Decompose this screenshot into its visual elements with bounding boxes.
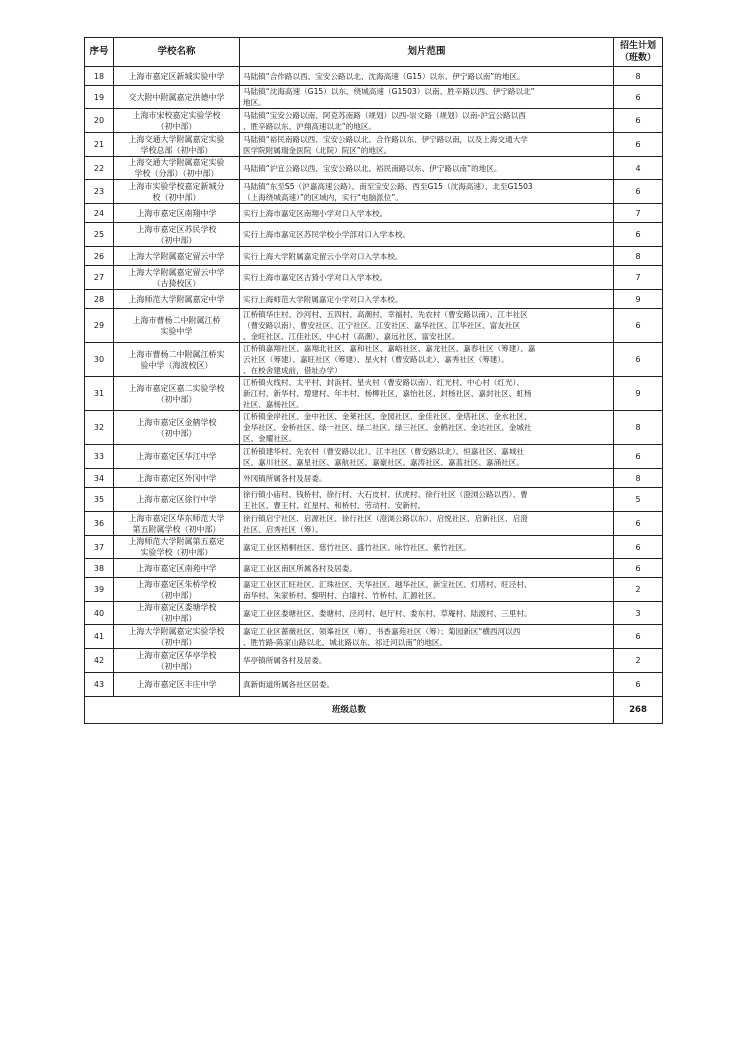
row-school-name (114, 673, 240, 697)
enrollment-table (84, 37, 663, 724)
table-row (85, 247, 663, 266)
row-seq-text: 32 (93, 423, 105, 432)
row-school-name-text: 上海市嘉定区嘉二实验学校 （初中部） (128, 383, 225, 404)
row-plan-text: 8 (635, 473, 641, 483)
row-area (240, 204, 614, 223)
row-area-text: 马陆镇“裕民南路以西、宝安公路以北、合作路以东、伊宁路以南，以及上海交通大学 医学院附属瑞金医院（北院）院区”的地区。 (243, 134, 528, 155)
row-plan (614, 290, 663, 309)
table-row (85, 204, 663, 223)
row-plan-text: 6 (635, 321, 641, 330)
row-school-name (114, 625, 240, 649)
row-area (240, 578, 614, 602)
row-area (240, 469, 614, 488)
table-row (85, 649, 663, 673)
row-plan (614, 133, 663, 157)
row-seq-text: 35 (93, 495, 105, 504)
row-area-text: 外冈镇所属各村及居委。 (243, 473, 327, 483)
row-area (240, 512, 614, 536)
table-row (85, 67, 663, 86)
row-seq-text: 27 (93, 273, 105, 282)
row-plan-text: 6 (635, 563, 641, 573)
row-seq-text: 19 (93, 92, 105, 102)
row-seq-text: 38 (93, 563, 105, 573)
row-area-text: 江桥镇华庄村、沙河村、五四村、高潮村、幸福村、先农村（曹安路以南）、江丰社区 （曹安路以南）、曹安社区、江宁社区、江安社区、嘉华社区、江华社区、富友社区 、金旺社区、江佳社区、中心村（高潮）、嘉远社区、富安社区。 (243, 310, 528, 341)
row-school-name-text: 交大附中附属嘉定洪德中学 (128, 92, 225, 102)
row-plan (614, 180, 663, 204)
row-plan (614, 266, 663, 290)
row-seq (85, 290, 114, 309)
row-area (240, 290, 614, 309)
row-school-name-text: 上海市嘉定区华江中学 (136, 452, 217, 461)
table-row (85, 377, 663, 411)
row-seq (85, 180, 114, 204)
row-plan (614, 488, 663, 512)
row-area (240, 109, 614, 133)
row-plan-text: 2 (635, 585, 641, 594)
row-plan (614, 673, 663, 697)
row-school-name-text: 上海市嘉定区苏民学校 （初中部） (136, 224, 217, 245)
row-plan (614, 625, 663, 649)
row-school-name-text: 上海市嘉定区新城实验中学 (128, 71, 225, 81)
row-seq (85, 445, 114, 469)
row-area-text: 实行上海市嘉定区苏民学校小学部对口入学本校。 (243, 230, 411, 239)
row-area (240, 180, 614, 204)
row-seq (85, 625, 114, 649)
row-seq (85, 247, 114, 266)
row-school-name-text: 上海市嘉定区外冈中学 (136, 473, 217, 483)
row-area (240, 559, 614, 578)
row-plan-text: 8 (635, 71, 641, 81)
row-plan (614, 512, 663, 536)
row-plan (614, 411, 663, 445)
row-plan-text: 9 (635, 389, 641, 398)
table-row (85, 157, 663, 180)
document-page (84, 37, 662, 724)
row-plan-text: 6 (635, 116, 641, 125)
row-seq-text: 43 (93, 680, 105, 689)
table-row (85, 445, 663, 469)
row-area-text: 嘉定工业区梧桐社区、慈竹社区、盛竹社区、咏竹社区、紫竹社区。 (243, 542, 471, 552)
row-area (240, 649, 614, 673)
row-school-name (114, 578, 240, 602)
row-plan-text: 6 (635, 632, 641, 641)
row-school-name-text: 上海市宋校嘉定实验学校 （初中部） (132, 110, 221, 131)
row-area-text: 实行上海大学附属嘉定留云小学对口入学本校。 (243, 251, 403, 261)
row-area-text: 马陆镇“东至S5（沪嘉高速公路）、南至宝安公路、西至G15（沈海高速）、北至G1503 （上海绕城高速）”的区域内，实行“电脑派位”。 (243, 181, 533, 202)
row-school-name-text: 上海师范大学附属第五嘉定 实验学校（初中部） (128, 537, 225, 557)
header-seq: 序号 (85, 38, 114, 67)
row-area (240, 67, 614, 86)
header-area: 划片范围 (240, 38, 614, 67)
row-seq (85, 67, 114, 86)
table-row (85, 266, 663, 290)
row-seq (85, 343, 114, 377)
table-row (85, 536, 663, 559)
row-school-name (114, 512, 240, 536)
row-plan-text: 6 (635, 230, 641, 239)
row-seq-text: 21 (93, 140, 105, 149)
row-school-name (114, 180, 240, 204)
row-school-name-text: 上海大学附属嘉定留云中学 (128, 251, 225, 261)
row-seq (85, 673, 114, 697)
row-seq (85, 266, 114, 290)
row-seq-text: 20 (93, 116, 105, 125)
row-seq-text: 33 (93, 452, 105, 461)
row-plan-text: 7 (635, 208, 641, 218)
row-seq-text: 40 (93, 608, 105, 618)
table-row (85, 290, 663, 309)
row-plan (614, 157, 663, 180)
row-seq-text: 22 (93, 163, 105, 173)
row-school-name (114, 602, 240, 625)
table-row (85, 309, 663, 343)
table-row (85, 469, 663, 488)
row-plan-text: 6 (635, 542, 641, 552)
row-school-name (114, 247, 240, 266)
row-school-name (114, 488, 240, 512)
row-area-text: 实行上海市嘉定区南翔小学对口入学本校。 (243, 208, 388, 218)
row-area-text: 真新街道所属各社区居委。 (243, 680, 335, 689)
row-area-text: 徐行镇小庙村、钱桥村、徐行村、大石皮村、伏虎村、徐行社区（澄浏公路以西）、曹 王社区、曹王村、红星村、和桥村、劳动村、安新村。 (243, 489, 528, 510)
row-school-name-text: 上海市嘉定区华东师范大学 第五附属学校（初中部） (128, 513, 225, 534)
row-plan (614, 343, 663, 377)
row-seq (85, 559, 114, 578)
row-school-name-text: 上海市曹杨二中附属江桥实 验中学（海波校区） (128, 349, 225, 370)
header-plan-text: 招生计划 （班数） (619, 41, 656, 63)
header-plan (614, 38, 663, 67)
row-plan-text: 6 (635, 355, 641, 364)
total-label: 班级总数 (85, 697, 614, 724)
row-school-name-text: 上海市嘉定区南苑中学 (136, 563, 217, 573)
table-row (85, 625, 663, 649)
row-seq (85, 309, 114, 343)
table-row (85, 602, 663, 625)
row-area-text: 徐行镇启宁社区、启源社区、徐行社区（澄浏公路以东）、启悦社区、启新社区、启澄 社区、启秀社区（筹）。 (243, 513, 528, 534)
row-plan (614, 536, 663, 559)
row-school-name-text: 上海市曹杨二中附属江桥 实验中学 (132, 315, 221, 336)
row-plan-text: 6 (635, 187, 641, 196)
row-area-text: 嘉定工业区蔷薇社区、领峯社区（筹）、书香嘉苑社区（筹）；菊园新区“横西河以西 、胜竹路-陈家山路以北、城北路以东、祁迁河以南”的地区。 (243, 626, 521, 647)
row-plan (614, 247, 663, 266)
row-school-name-text: 上海市嘉定区金鹤学校 （初中部） (136, 417, 217, 438)
row-school-name (114, 109, 240, 133)
row-plan (614, 204, 663, 223)
row-area-text: 马陆镇“沪宜公路以西、宝安公路以北、裕民南路以东、伊宁路以南”的地区。 (243, 163, 502, 173)
row-school-name-text: 上海市嘉定区丰庄中学 (136, 680, 217, 689)
row-school-name-text: 上海大学附属嘉定留云中学 （古猗校区） (128, 267, 225, 288)
row-school-name-text: 上海大学附属嘉定实验学校 （初中部） (128, 626, 225, 647)
row-plan (614, 86, 663, 109)
row-area (240, 602, 614, 625)
row-seq-text: 25 (93, 230, 105, 239)
row-area (240, 86, 614, 109)
row-area-text: 华亭镇所属各村及居委。 (243, 656, 327, 665)
row-seq (85, 578, 114, 602)
row-plan-text: 3 (635, 608, 641, 618)
row-plan (614, 578, 663, 602)
row-area (240, 488, 614, 512)
row-school-name (114, 223, 240, 247)
row-area-text: 嘉定工业区南区所属各村及居委。 (243, 563, 357, 573)
row-seq (85, 512, 114, 536)
table-row (85, 488, 663, 512)
row-seq-text: 30 (93, 355, 105, 364)
row-seq-text: 39 (93, 585, 105, 594)
row-plan (614, 377, 663, 411)
row-plan (614, 309, 663, 343)
row-seq-text: 24 (93, 208, 105, 218)
row-area-text: 嘉定工业区汇旺社区、汇珠社区、天华社区、越华社区、新宝社区、灯塔村、旺泾村、 南华村、朱家桥村、黎明村、白墙村、竹桥村、汇源社区。 (243, 579, 532, 600)
table-row (85, 673, 663, 697)
row-area-text: 马陆镇“宝安公路以南、阿克苏南路（规划）以西-崇文路（规划）以南-沪宜公路以西 、胜辛路以东、沪翔高速以北”的地区。 (243, 110, 526, 131)
table-row (85, 559, 663, 578)
row-seq (85, 204, 114, 223)
row-school-name (114, 204, 240, 223)
row-school-name-text: 上海师范大学附属嘉定中学 (128, 294, 225, 304)
row-plan (614, 109, 663, 133)
table-row (85, 180, 663, 204)
row-seq (85, 223, 114, 247)
row-seq (85, 649, 114, 673)
row-seq-text: 28 (93, 294, 105, 304)
row-school-name (114, 309, 240, 343)
row-area-text: 江桥镇嘉翔社区、嘉翔北社区、嘉和社区、嘉峪社区、嘉龙社区、嘉春社区（筹建）、嘉 云社区（筹建）、嘉旺社区（筹建）、星火村（曹安路以北）、嘉秀社区（筹建）。 、在校舍建成前，借址办学） (243, 344, 536, 375)
row-plan-text: 2 (635, 656, 641, 665)
row-seq (85, 469, 114, 488)
table-row (85, 133, 663, 157)
row-plan-text: 8 (635, 251, 641, 261)
row-seq (85, 602, 114, 625)
table-row (85, 343, 663, 377)
row-school-name (114, 411, 240, 445)
row-seq (85, 157, 114, 180)
row-seq (85, 536, 114, 559)
row-seq-text: 36 (93, 519, 105, 528)
row-plan-text: 6 (635, 92, 641, 102)
row-plan-text: 6 (635, 452, 641, 461)
row-school-name (114, 266, 240, 290)
table-row (85, 223, 663, 247)
row-area-text: 马陆镇“合作路以西、宝安公路以北、沈海高速（G15）以东、伊宁路以南”的地区。 (243, 71, 525, 81)
row-area (240, 445, 614, 469)
row-area-text: 江桥镇金岸社区、金中社区、金莱社区、金园社区、金佳社区、金塔社区、金水社区、 金华社区、金桥社区、绿一社区、绿二社区、绿三社区、金鹤社区、金达社区、金城社 区、金耀社区。 (243, 412, 532, 443)
row-plan-text: 8 (635, 423, 641, 432)
row-area (240, 309, 614, 343)
total-value: 268 (614, 697, 663, 724)
row-seq-text: 41 (93, 632, 105, 641)
row-seq (85, 377, 114, 411)
row-area (240, 673, 614, 697)
row-area (240, 411, 614, 445)
row-school-name-text: 上海市嘉定区华亭学校 （初中部） (136, 650, 217, 671)
row-seq (85, 411, 114, 445)
row-school-name (114, 559, 240, 578)
row-area-text: 嘉定工业区娄塘社区、娄塘村、泾河村、赵厅村、娄东村、草庵村、陆渡村、三里村。 (243, 608, 532, 618)
row-seq-text: 23 (93, 187, 105, 196)
row-area (240, 536, 614, 559)
row-plan-text: 6 (635, 140, 641, 149)
row-seq (85, 133, 114, 157)
row-plan (614, 67, 663, 86)
row-school-name-text: 上海市实验学校嘉定新城分 校（初中部） (128, 181, 225, 202)
row-plan (614, 445, 663, 469)
row-area-text: 江桥镇火线村、太平村、封浜村、星火村（曹安路以南）、红光村、中心村（红光）、 新江村、新华村、增建村、年丰村、杨柳社区、嘉怡社区、封杨社区、嘉封社区、虹杨 社区、嘉杨社区。 (243, 378, 532, 409)
row-school-name (114, 536, 240, 559)
row-school-name-text: 上海市嘉定区娄塘学校 （初中部） (136, 603, 217, 623)
row-school-name (114, 290, 240, 309)
row-seq-text: 37 (93, 542, 105, 552)
row-plan-text: 6 (635, 680, 641, 689)
row-area (240, 266, 614, 290)
row-area (240, 343, 614, 377)
row-seq-text: 18 (93, 71, 105, 81)
table-row (85, 86, 663, 109)
row-plan (614, 469, 663, 488)
table-body (85, 67, 663, 697)
header-school: 学校名称 (114, 38, 240, 67)
row-seq-text: 42 (93, 656, 105, 665)
row-area (240, 625, 614, 649)
row-school-name (114, 67, 240, 86)
row-plan-text: 4 (635, 163, 641, 173)
row-seq-text: 29 (93, 321, 105, 330)
row-plan-text: 7 (635, 273, 641, 282)
row-seq (85, 488, 114, 512)
row-school-name-text: 上海交通大学附属嘉定实验 学校总部（初中部） (128, 134, 225, 155)
row-area-text: 实行上海市嘉定区古猗小学对口入学本校。 (243, 273, 388, 282)
row-plan (614, 559, 663, 578)
row-area (240, 223, 614, 247)
row-plan (614, 602, 663, 625)
row-school-name (114, 86, 240, 109)
row-seq (85, 109, 114, 133)
table-row (85, 109, 663, 133)
row-plan-text: 6 (635, 519, 641, 528)
row-plan (614, 223, 663, 247)
row-area-text: 马陆镇“沈海高速（G15）以东、绕城高速（G1503）以南、胜辛路以西、伊宁路以北” 地区。 (243, 87, 535, 107)
row-school-name-text: 上海市嘉定区南翔中学 (136, 208, 217, 218)
table-header-row (85, 38, 663, 67)
row-seq-text: 26 (93, 251, 105, 261)
row-seq (85, 86, 114, 109)
row-school-name-text: 上海市嘉定区徐行中学 (136, 495, 217, 504)
table-row (85, 578, 663, 602)
row-school-name-text: 上海市嘉定区朱桥学校 （初中部） (136, 579, 217, 600)
row-school-name (114, 445, 240, 469)
row-school-name (114, 133, 240, 157)
row-plan-text: 5 (635, 495, 641, 504)
row-seq-text: 31 (93, 389, 105, 398)
row-school-name (114, 157, 240, 180)
table-row (85, 512, 663, 536)
row-school-name (114, 649, 240, 673)
table-row (85, 411, 663, 445)
row-plan (614, 649, 663, 673)
row-area-text: 江桥镇建华村、先农村（曹安路以北）、江丰社区（曹安路以北）、恒嘉社区、嘉城社 区、嘉川社区、嘉星社区、嘉航社区、嘉豪社区、嘉涛社区、嘉蓝社区、嘉涌社区。 (243, 446, 524, 467)
row-school-name (114, 469, 240, 488)
row-area (240, 247, 614, 266)
row-plan-text: 9 (635, 294, 641, 304)
row-area (240, 377, 614, 411)
row-area-text: 实行上海师范大学附属嘉定小学对口入学本校。 (243, 294, 403, 304)
row-school-name (114, 377, 240, 411)
total-row (85, 697, 663, 724)
row-area (240, 157, 614, 180)
row-seq-text: 34 (93, 473, 105, 483)
row-area (240, 133, 614, 157)
row-school-name-text: 上海交通大学附属嘉定实验 学校（分部）（初中部） (128, 158, 225, 178)
row-school-name (114, 343, 240, 377)
